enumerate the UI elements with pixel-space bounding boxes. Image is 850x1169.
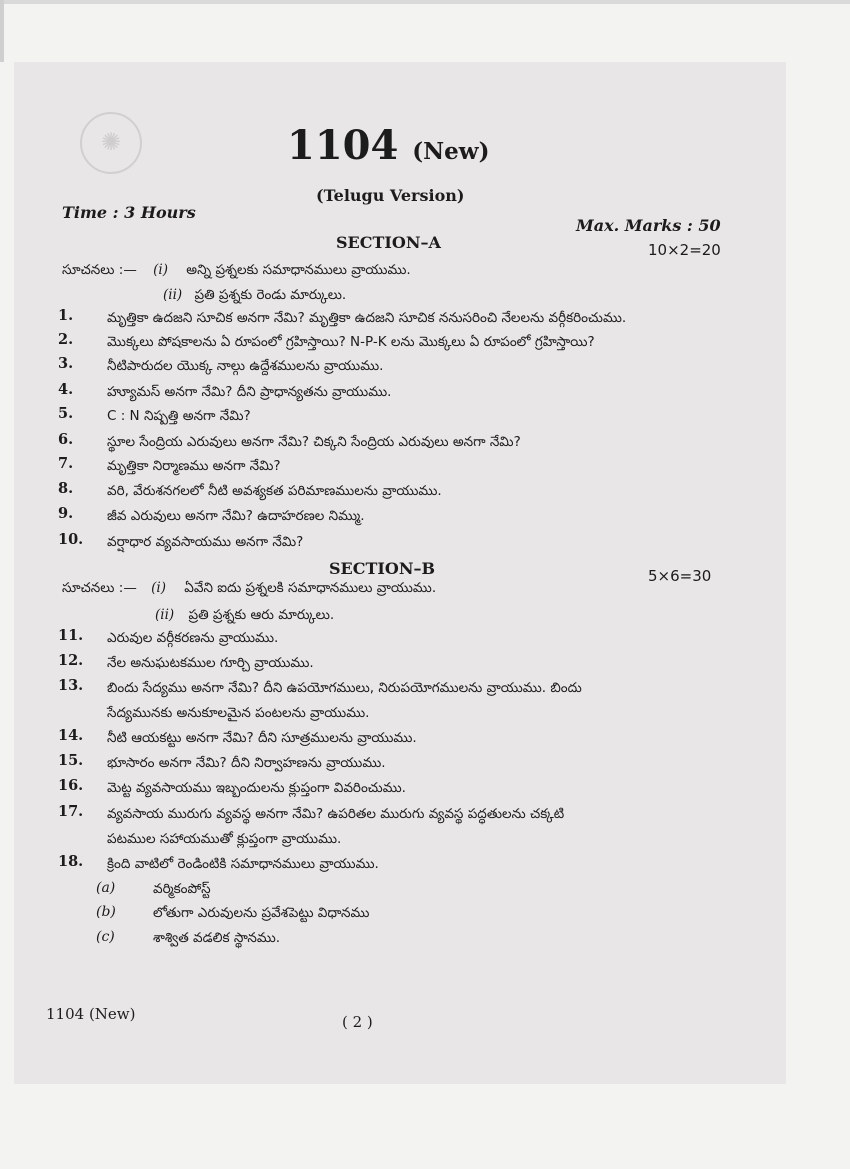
section-b-note-1: సూచనలు :— (i) ఏవేని ఐదు ప్రశ్నలకి సమాధానములు వ్రాయుము. [62, 580, 437, 596]
section-a-note-1: సూచనలు :— (i) అన్ని ప్రశ్నలకు సమాధానములు వ్రాయుము. [62, 262, 411, 278]
version-label: (Telugu Version) [316, 186, 465, 205]
option-label: (a) [96, 880, 116, 896]
question-number: 14. [58, 727, 84, 744]
section-b-title: SECTION–B [329, 559, 435, 578]
footer-code: 1104 (New) [46, 1005, 136, 1023]
question-text: హ్యూమస్ అనగా నేమి? దీని ప్రాధాన్యతను వ్రాయుము. [107, 384, 392, 400]
section-b-note-2: (ii) ప్రతి ప్రశ్నకు ఆరు మార్కులు. [155, 607, 335, 623]
question-text: నీటిపారుదల యొక్క నాల్గు ఉద్దేశములను వ్రాయుము. [107, 358, 384, 374]
bleed-through-seal-icon: ✺ [80, 112, 142, 174]
section-a-note-2: (ii) ప్రతి ప్రశ్నకు రెండు మార్కులు. [163, 287, 347, 303]
question-text: నీటి ఆయకట్టు అనగా నేమి? దీని సూత్రములను వ్రాయుము. [107, 730, 417, 746]
question-number: 9. [58, 505, 74, 522]
question-text: C : N నిష్పత్తి అనగా నేమి? [107, 408, 251, 424]
question-number: 7. [58, 455, 74, 472]
question-number: 10. [58, 531, 84, 548]
question-text: స్థూల సేంద్రియ ఎరువులు అనగా నేమి? చిక్కని సేంద్రియ ఎరువులు అనగా నేమి? [107, 434, 521, 450]
page-number: ( 2 ) [342, 1013, 373, 1031]
option-label: (c) [96, 929, 115, 945]
option-text: వర్మికంపోస్ట్ [153, 881, 211, 897]
scan-top-edge [0, 0, 850, 4]
option-label: (b) [96, 904, 116, 920]
max-marks-label: Max. Marks : 50 [576, 216, 721, 235]
question-text: జీవ ఎరువులు అనగా నేమి? ఉదాహరణల నిమ్ము. [107, 508, 365, 524]
notes-label: సూచనలు :— [62, 580, 137, 596]
option-text: శాశ్విత వడలిక స్థానము. [153, 930, 281, 946]
question-text: ఎరువుల వర్గీకరణను వ్రాయుము. [107, 630, 279, 646]
question-text: వర్షాధార వ్యవసాయము అనగా నేమి? [107, 534, 304, 550]
question-number: 6. [58, 431, 74, 448]
question-text: వరి, వేరుశనగలలో నీటి అవశ్యకత పరిమాణములను వ్రాయుము. [107, 483, 442, 499]
question-text: వ్యవసాయ మురుగు వ్యవస్థ అనగా నేమి? ఉపరితల మురుగు వ్యవస్థ పద్ధతులను చక్కటి [107, 806, 565, 822]
question-text: మెట్ట వ్యవసాయము ఇబ్బందులను క్లుప్తంగా వివరించుము. [107, 780, 406, 796]
question-number: 15. [58, 752, 84, 769]
question-number: 17. [58, 803, 84, 820]
question-number: 1. [58, 307, 74, 324]
section-b-marks: 5×6=30 [648, 567, 712, 585]
question-text: బిందు సేద్యము అనగా నేమి? దీని ఉపయోగములు, నిరుపయోగములను వ్రాయుము. బిందు [107, 680, 582, 696]
question-text: భూసారం అనగా నేమి? దీని నిర్వాహణను వ్రాయుము. [107, 755, 386, 771]
question-text: నేల అనుఘటకముల గూర్చి వ్రాయుము. [107, 655, 314, 671]
scan-left-edge [0, 0, 4, 62]
question-number: 12. [58, 652, 84, 669]
question-number: 13. [58, 677, 84, 694]
question-text: మొక్కలు పోషకాలను ఏ రూపంలో గ్రహిస్తాయి? N-P-K లను మొక్కలు ఏ రూపంలో గ్రహిస్తాయి? [107, 334, 595, 350]
question-number: 2. [58, 331, 74, 348]
question-number: 4. [58, 381, 74, 398]
paper-code: 1104 (New) [287, 122, 490, 169]
question-text: మృత్తికా నిర్మాణము అనగా నేమి? [107, 458, 281, 474]
question-number: 18. [58, 853, 84, 870]
section-a-title: SECTION–A [336, 233, 441, 252]
section-a-marks: 10×2=20 [648, 241, 721, 259]
question-number: 16. [58, 777, 84, 794]
question-text: మృత్తికా ఉదజని సూచిక అనగా నేమి? మృత్తికా ఉదజని సూచిక ననుసరించి నేలలను వర్గీకరించుము. [107, 310, 627, 326]
option-text: లోతుగా ఎరువులను ప్రవేశపెట్టు విధానము [153, 905, 370, 921]
notes-label: సూచనలు :— [62, 262, 137, 278]
question-number: 5. [58, 405, 74, 422]
question-text: క్రింది వాటిలో రెండింటికి సమాధానములు వ్రాయుము. [107, 856, 379, 872]
question-number: 11. [58, 627, 84, 644]
question-text-continued: సేద్యమునకు అనుకూలమైన పంటలను వ్రాయుము. [107, 705, 370, 721]
question-number: 3. [58, 355, 74, 372]
question-text-continued: పటముల సహాయముతో క్లుప్తంగా వ్రాయుము. [107, 831, 342, 847]
time-label: Time : 3 Hours [62, 203, 196, 222]
question-number: 8. [58, 480, 74, 497]
